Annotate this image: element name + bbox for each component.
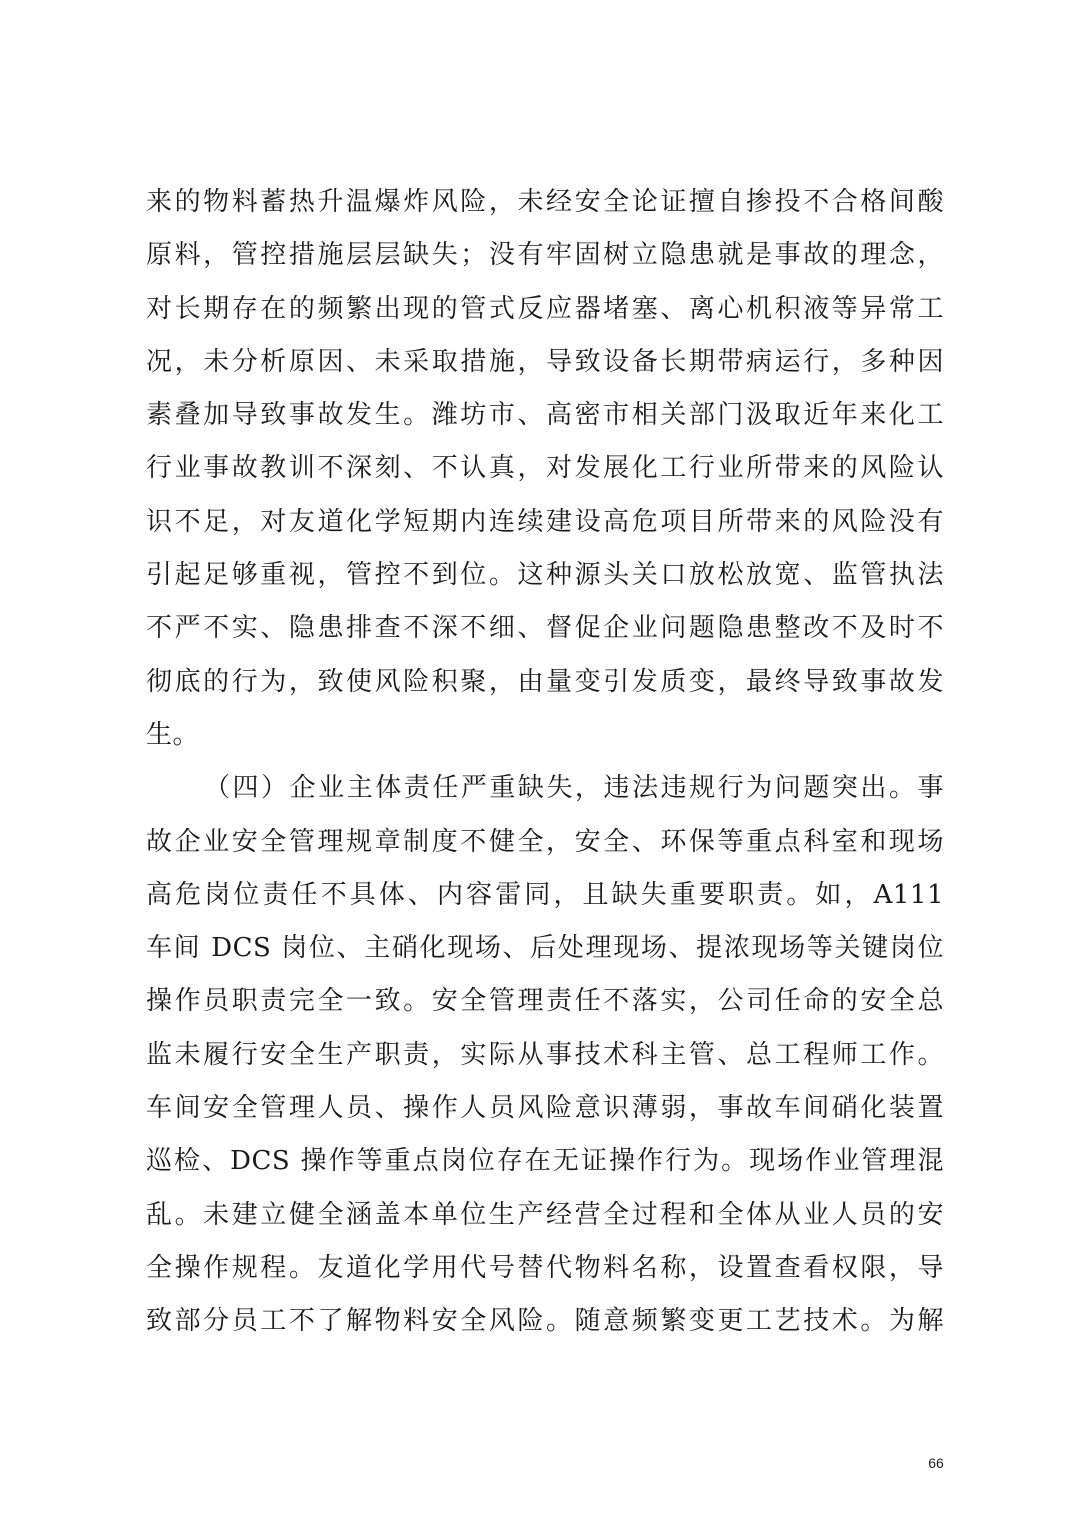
- page-number: 66: [928, 1455, 944, 1471]
- text-line: 故企业安全管理规章制度不健全，安全、环保等重点科室和现场: [146, 826, 944, 857]
- text-line: 对长期存在的频繁出现的管式反应器堵塞、离心机积液等异常工: [146, 293, 944, 324]
- section-heading-line: （四）企业主体责任严重缺失，违法违规行为问题突出。事: [204, 773, 944, 804]
- text-line: 车间 DCS 岗位、主硝化现场、后处理现场、提浓现场等关键岗位: [146, 933, 944, 964]
- paragraph-section-four: [146, 762, 944, 1348]
- text-line: 高危岗位责任不具体、内容雷同，且缺失重要职责。如，A111: [146, 879, 944, 910]
- text-line: 来的物料蓄热升温爆炸风险，未经安全论证擅自掺投不合格间酸: [146, 187, 944, 217]
- paragraph-continuation: [146, 176, 944, 762]
- text-line: 车间安全管理人员、操作人员风险意识薄弱，事故车间硝化装置: [146, 1093, 944, 1124]
- text-line: 行业事故教训不深刻、不认真，对发展化工行业所带来的风险认: [146, 453, 944, 484]
- text-line: 生。: [146, 719, 200, 750]
- text-line: 彻底的行为，致使风险积聚，由量变引发质变，最终导致事故发: [146, 666, 944, 697]
- text-line: 巡检、DCS 操作等重点岗位存在无证操作行为。现场作业管理混: [146, 1146, 944, 1177]
- text-line: 引起足够重视，管控不到位。这种源头关口放松放宽、监管执法: [146, 560, 944, 591]
- text-line: 识不足，对友道化学短期内连续建设高危项目所带来的风险没有: [146, 506, 944, 537]
- text-line: 全操作规程。友道化学用代号替代物料名称，设置查看权限，导: [146, 1252, 944, 1283]
- text-line: 不严不实、隐患排查不深不细、督促企业问题隐患整改不及时不: [146, 613, 944, 644]
- text-line: 监未履行安全生产职责，实际从事技术科主管、总工程师工作。: [146, 1039, 944, 1070]
- text-line: 操作员职责完全一致。安全管理责任不落实，公司任命的安全总: [146, 986, 944, 1017]
- text-line: 原料，管控措施层层缺失；没有牢固树立隐患就是事故的理念，: [146, 240, 944, 271]
- text-line: 况，未分析原因、未采取措施，导致设备长期带病运行，多种因: [146, 346, 944, 377]
- text-line: 致部分员工不了解物料安全风险。随意频繁变更工艺技术。为解: [146, 1306, 944, 1337]
- body-text: [146, 176, 944, 1349]
- text-line: 素叠加导致事故发生。潍坊市、高密市相关部门汲取近年来化工: [146, 400, 944, 431]
- text-line: 乱。未建立健全涵盖本单位生产经营全过程和全体从业人员的安: [146, 1199, 944, 1230]
